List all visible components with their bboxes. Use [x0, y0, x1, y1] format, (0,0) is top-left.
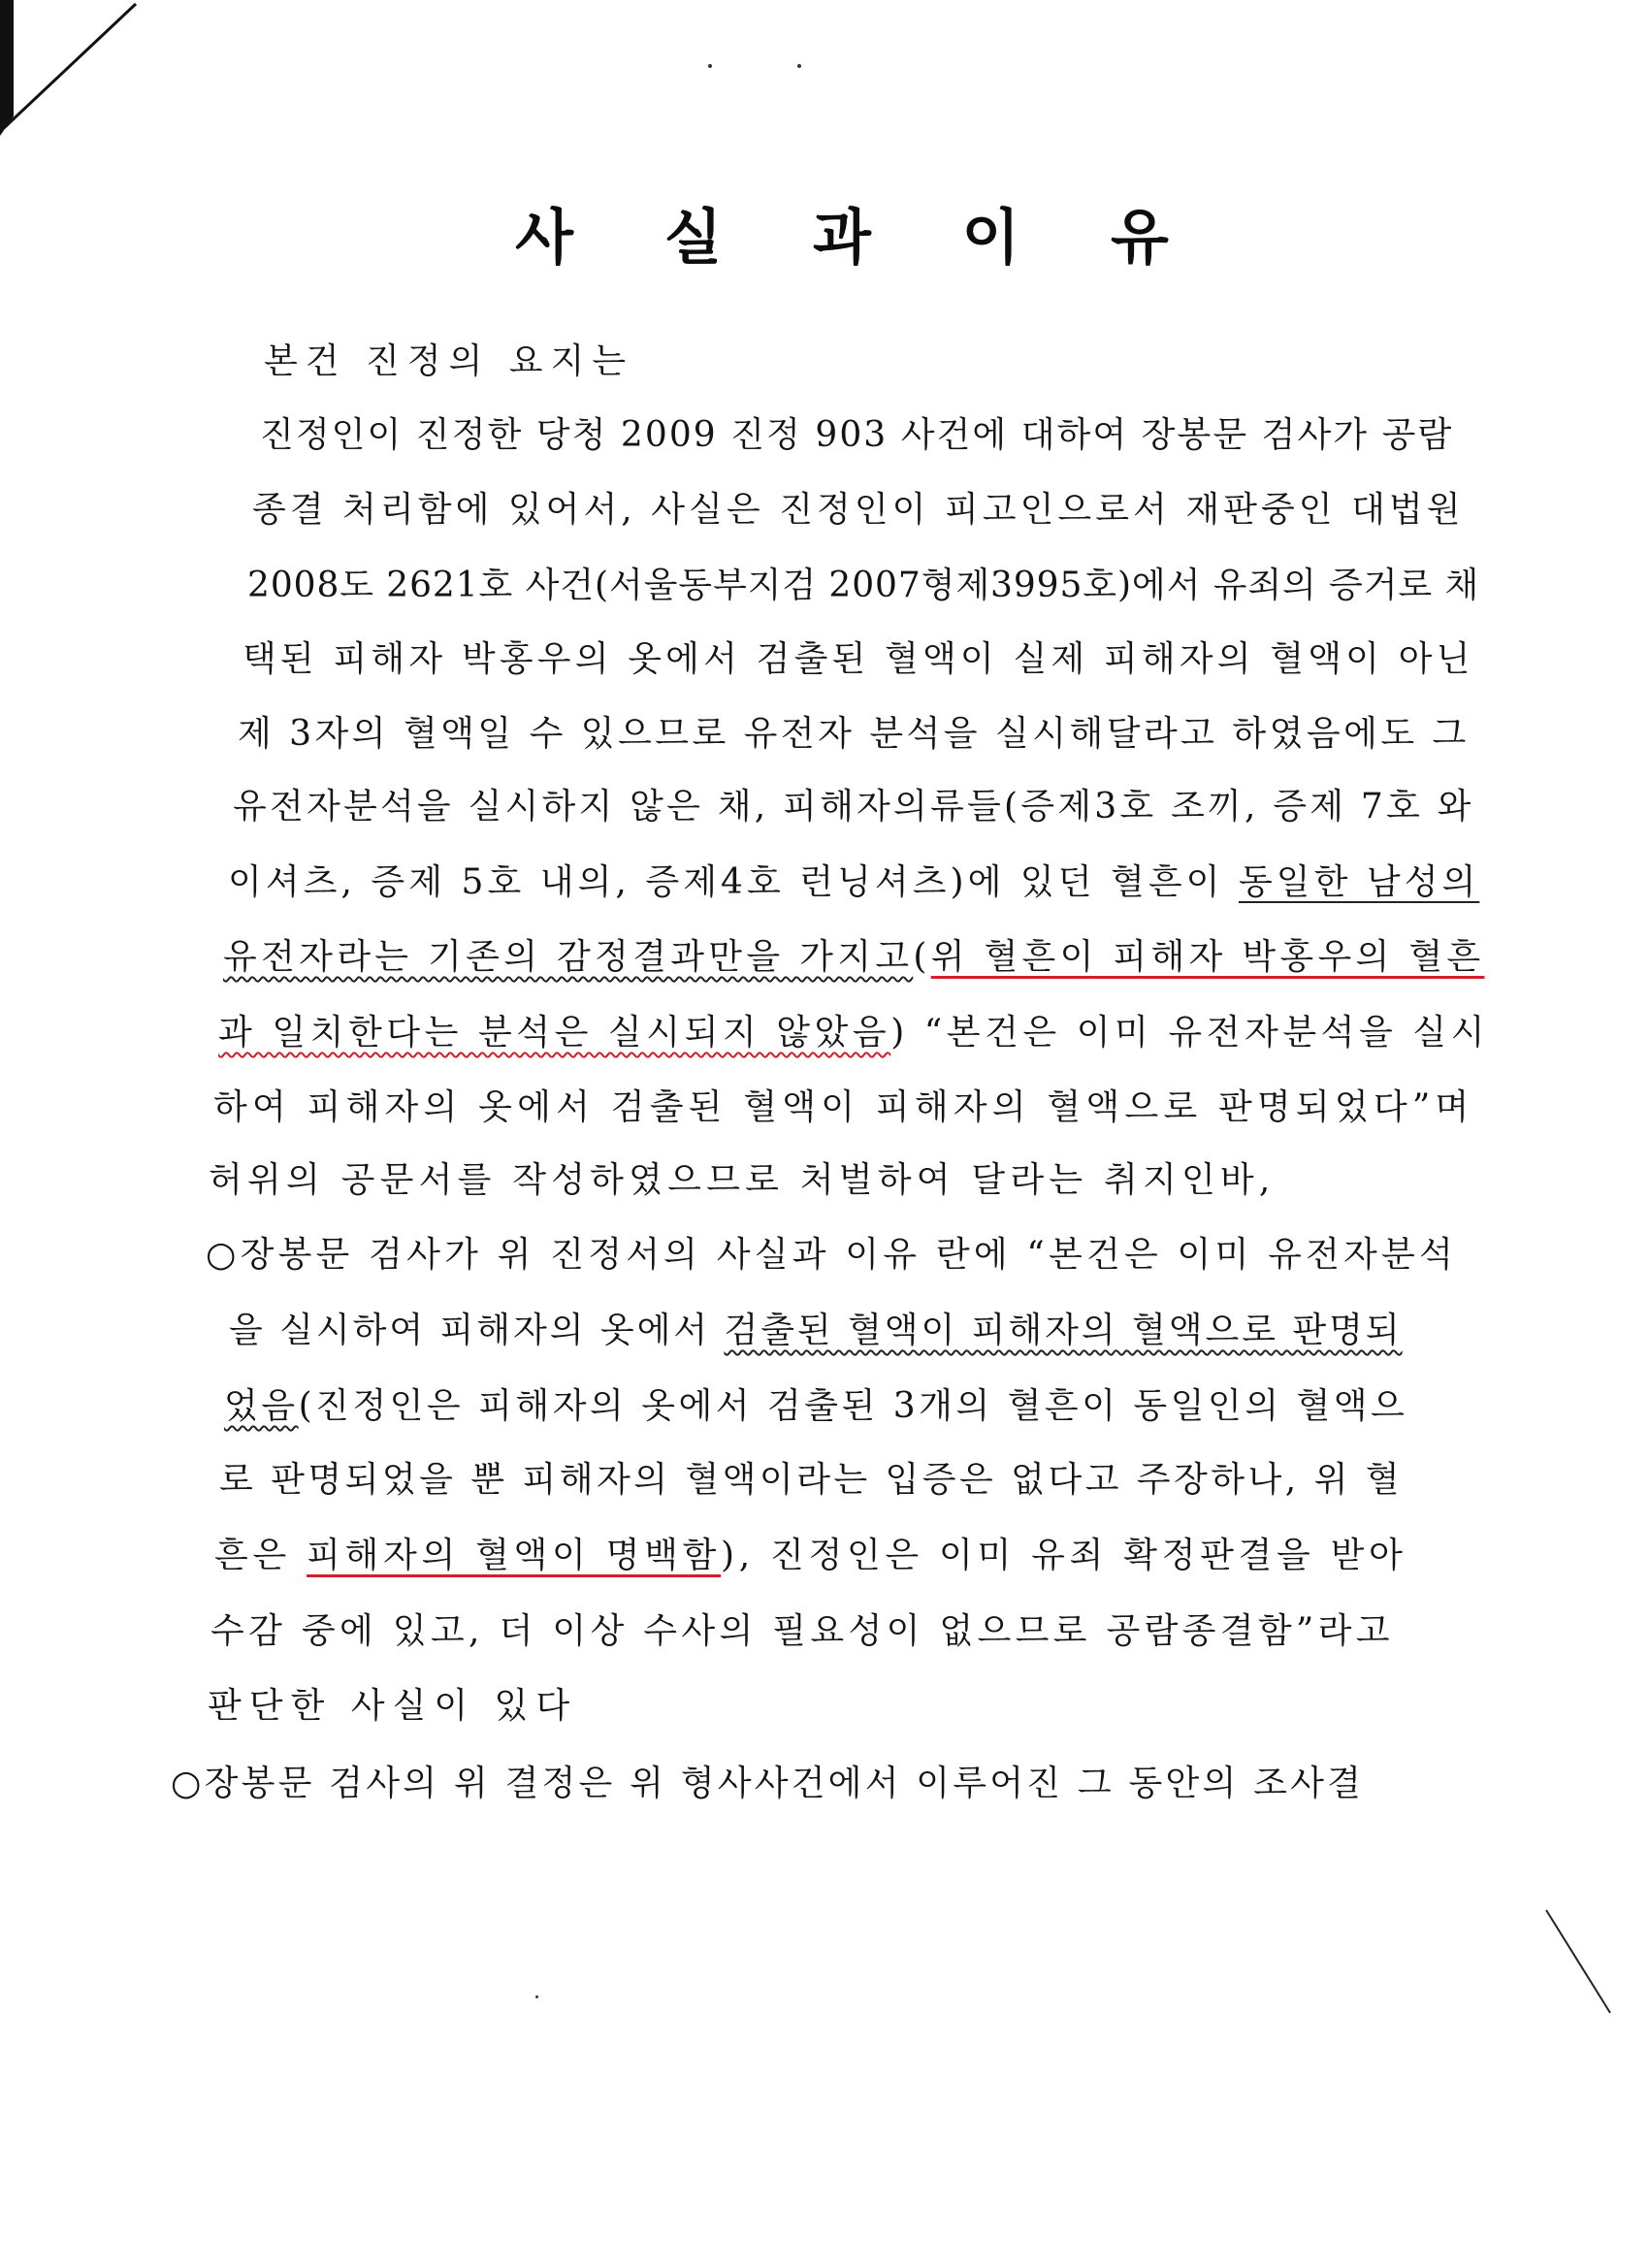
- underlined-text: 검출된 혈액이 피해자의 혈액으로 판명되: [724, 1311, 1403, 1350]
- line-text: 허위의 공문서를 작성하였으므로 처벌하여 달라는 취지인바,: [209, 1160, 1276, 1200]
- document-line: [242, 638, 1474, 681]
- document-line: [228, 861, 1479, 904]
- line-text: 택된 피해자 박홍우의 옷에서 검출된 혈액이 실제 피해자의 혈액이 아닌: [242, 639, 1474, 679]
- document-line: [218, 1012, 1489, 1054]
- line-text: 수감 중에 있고, 더 이상 수사의 필요성이 없으므로 공람종결함”라고: [210, 1611, 1394, 1651]
- line-text: 제 3자의 혈액일 수 있으므로 유전자 분석을 실시해달라고 하였음에도 그: [238, 714, 1470, 754]
- scan-speck: [797, 64, 801, 68]
- document-line: [206, 1234, 1457, 1277]
- document-line: [238, 713, 1470, 756]
- line-text: ), 진정인은 이미 유죄 확정판결을 받아: [721, 1536, 1407, 1575]
- line-text: 종결 처리함에 있어서, 사실은 진정인이 피고인으로서 재판중인 대법원: [252, 490, 1465, 530]
- document-line: [214, 1535, 1407, 1577]
- line-text: (: [913, 937, 931, 977]
- line-text: 유전자분석을 실시하지 않은 채, 피해자의류들(증제3호 조끼, 증제 7호 와: [233, 787, 1474, 826]
- line-text: 진정인이 진정한 당청 2009 진정 903 사건에 대하여 장봉문 검사가 공람: [260, 415, 1454, 455]
- document-line: [219, 1459, 1403, 1502]
- document-line: [229, 1310, 1403, 1352]
- line-text: ○장봉문 검사가 위 진정서의 사실과 이유 란에 “본건은 이미 유전자분석: [206, 1235, 1457, 1275]
- line-text: 2008도 2621호 사건(서울동부지검 2007형제3995호)에서 유죄의 증거로 채: [247, 566, 1480, 605]
- line-text: 로 판명되었을 뿐 피해자의 혈액이라는 입증은 없다고 주장하나, 위 혈: [219, 1460, 1404, 1500]
- line-text: 을 실시하여 피해자의 옷에서: [229, 1311, 725, 1350]
- page-title: 사 실 과 이 유: [515, 202, 1204, 273]
- document-line: [213, 1086, 1473, 1129]
- document-line: [247, 565, 1479, 607]
- document-line: [223, 936, 1484, 979]
- document-line: [209, 1159, 1276, 1202]
- underlined-text: 었음: [224, 1386, 299, 1426]
- document-line: [208, 1685, 577, 1728]
- scan-speck: [708, 64, 712, 68]
- underlined-text: 과 일치한다는 분석은 실시되지 않았음: [218, 1013, 891, 1053]
- document-line: [210, 1610, 1394, 1653]
- scan-speck: [535, 1995, 538, 1998]
- document-line: [224, 1385, 1407, 1428]
- scan-edge-line: [1542, 1906, 1620, 2023]
- underlined-text: 동일한 남성의: [1238, 862, 1480, 902]
- document-line: [171, 1763, 1364, 1805]
- line-text: ) “본건은 이미 유전자분석을 실시: [890, 1013, 1489, 1053]
- underlined-text: 피해자의 혈액이 명백함: [307, 1536, 722, 1575]
- line-text: 하여 피해자의 옷에서 검출된 혈액이 피해자의 혈액으로 판명되었다”며: [213, 1087, 1474, 1127]
- scan-corner-mark: [0, 0, 146, 146]
- underlined-text: 유전자라는 기존의 감정결과만을 가지고: [223, 937, 914, 977]
- underlined-text: 위 혈흔이 피해자 박홍우의 혈흔: [930, 937, 1485, 977]
- line-text: (진정인은 피해자의 옷에서 검출된 3개의 혈흔이 동일인의 혈액으: [298, 1386, 1408, 1426]
- document-line: [260, 414, 1453, 457]
- line-text: 판단한 사실이 있다: [208, 1686, 578, 1726]
- line-text: 본건 진정의 요지는: [264, 341, 634, 381]
- line-text: 흔은: [214, 1536, 307, 1575]
- document-line: [233, 786, 1474, 828]
- line-text: ○장봉문 검사의 위 결정은 위 형사사건에서 이루어진 그 동안의 조사결: [171, 1764, 1365, 1803]
- document-line: [252, 489, 1465, 532]
- line-text: 이셔츠, 증제 5호 내의, 증제4호 런닝셔츠)에 있던 혈흔이: [228, 862, 1239, 902]
- document-line: [264, 340, 633, 383]
